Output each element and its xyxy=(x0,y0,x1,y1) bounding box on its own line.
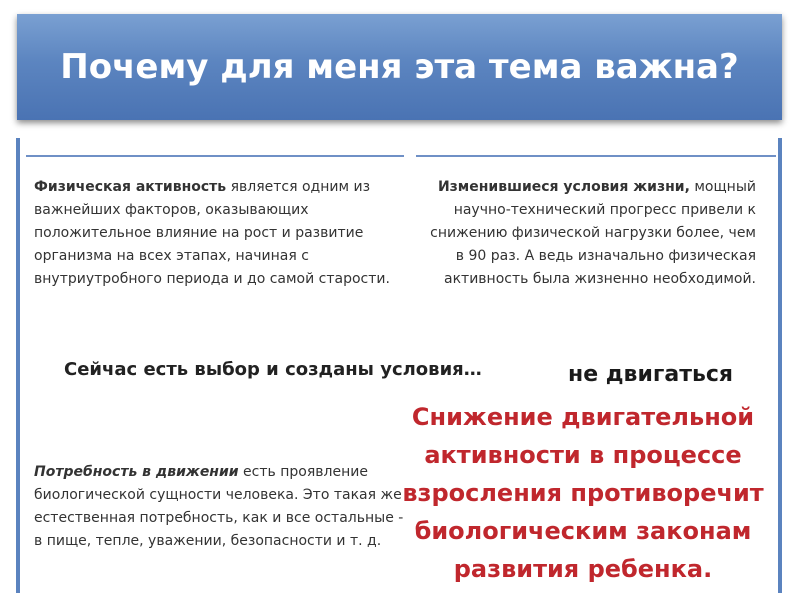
highlight-line-1: Снижение двигательной xyxy=(411,403,755,431)
choice-heading: Сейчас есть выбор и созданы условия… xyxy=(64,359,482,380)
highlight-line-3: взросления противоречит xyxy=(402,479,764,507)
highlight-line-4: биологическим законам xyxy=(414,517,752,545)
left-frame-line xyxy=(16,138,20,593)
title-bar xyxy=(17,14,782,120)
physical-activity-lead: Физическая активность xyxy=(34,179,227,195)
physical-activity-text: является одним из важнейших факторов, оказывающих положительное влияние на рост и развитие организма на всех этапах, начиная с внутриутробного периода и до самой старости. xyxy=(34,179,390,287)
highlight-line-2: активности в процессе xyxy=(424,441,742,469)
left-divider xyxy=(26,155,404,157)
highlight-line-5: развития ребенка. xyxy=(453,555,713,583)
movement-need-text: есть проявление биологической сущности человека. Это такая же естественная потребность, как и все остальные - в пище, тепле, уважении, безопасности и т. д. xyxy=(34,464,404,549)
right-divider xyxy=(416,155,776,157)
movement-need-paragraph xyxy=(34,461,409,553)
physical-activity-paragraph xyxy=(34,176,404,291)
changed-conditions-lead: Изменившиеся условия жизни, xyxy=(437,179,690,195)
changed-conditions-paragraph xyxy=(420,176,756,291)
changed-conditions-text: мощный научно-технический прогресс привели к снижению физической нагрузки более, чем в 90 раз. А ведь изначально физическая активность была жизненно необходимой. xyxy=(430,179,756,287)
highlight-statement xyxy=(396,398,770,588)
no-move-heading: не двигаться xyxy=(568,362,734,387)
right-frame-line xyxy=(778,138,782,593)
slide-title: Почему для меня эта тема важна? xyxy=(60,47,739,87)
movement-need-lead: Потребность в движении xyxy=(34,464,239,480)
